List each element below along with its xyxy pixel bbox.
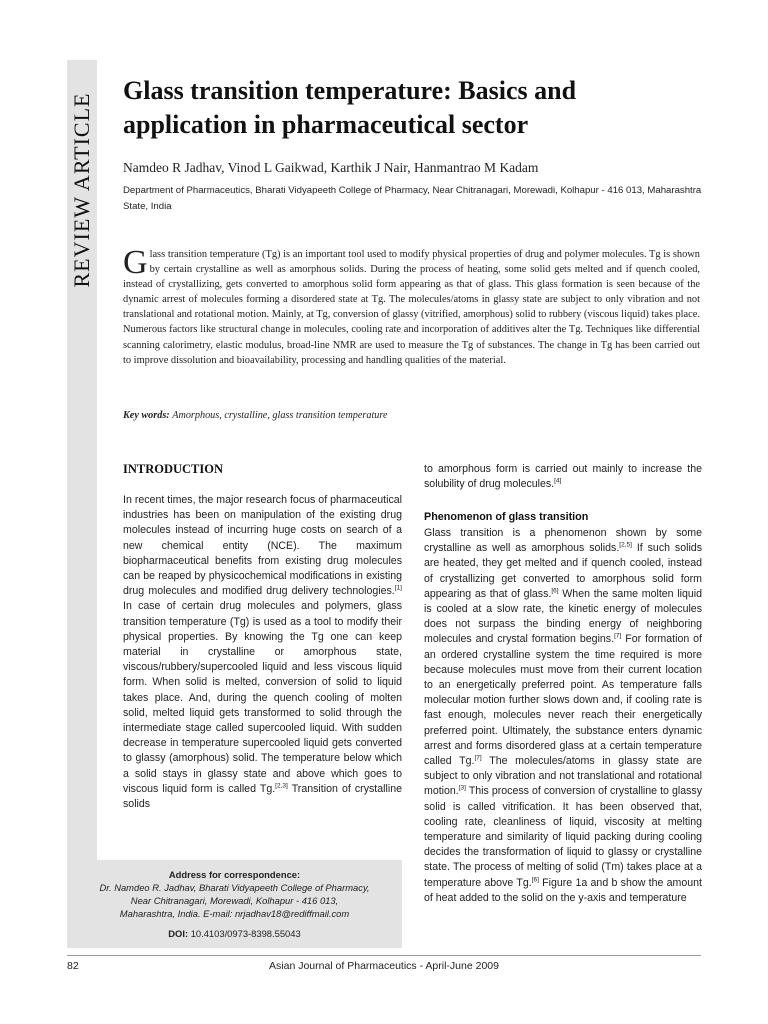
page-number: 82 [67, 960, 79, 972]
keywords-text: Amorphous, crystalline, glass transition temperature [172, 410, 388, 421]
citation-link[interactable]: [6] [531, 876, 539, 884]
doi-label: DOI: [168, 928, 189, 939]
citation-link[interactable]: [7] [614, 632, 622, 640]
phenomenon-part: If such solids are heated, they get melted and if quench cooled, instead of crystallizing get converted to amorphous solid form appearing as that of glass. [424, 542, 702, 600]
article-type-text: REVIEW ARTICLE [69, 92, 94, 288]
abstract [123, 244, 700, 368]
keywords [123, 410, 700, 421]
citation-link[interactable]: [3] [458, 784, 466, 792]
section-heading-phenomenon: Phenomenon of glass transition [424, 511, 589, 523]
phenomenon-part: The molecules/atoms in glassy state are subject to only vibration and not translational and rotational motion. [424, 755, 702, 798]
correspondence-heading: Address for correspondence: [168, 869, 301, 880]
section-heading-introduction: INTRODUCTION [123, 462, 224, 476]
article-title: Glass transition temperature: Basics and application in pharmaceutical sector [123, 76, 577, 139]
citation-link[interactable]: [2,5] [619, 541, 632, 549]
phenomenon-part: This process of conversion of crystalline to glassy solid is called vitrification. It has been observed that, cooling rate, cleanliness of liquid, viscosity at melting temperature and similarity of liquid packing during cooling decides the transformation of liquid to glassy or crystalline state. The process of melting of solid (Tm) takes place at a temperature above Tg. [424, 785, 702, 889]
journal-name: Asian Journal of Pharmaceutics - April-June 2009 [269, 960, 499, 972]
citation-link[interactable]: [4] [554, 477, 562, 485]
doi-line [67, 927, 402, 940]
citation-link[interactable]: [2,3] [275, 782, 288, 790]
abstract-dropcap: G [123, 244, 148, 281]
authors: Namdeo R Jadhav, Vinod L Gaikwad, Karthik J Nair, Hanmantrao M Kadam [123, 160, 539, 175]
phenomenon-part: Glass transition is a phenomenon shown by some crystalline as well as amorphous solids. [424, 527, 702, 555]
correspondence-address [67, 868, 402, 940]
doi-link[interactable]: 10.4103/0973-8398.55043 [190, 928, 301, 939]
keywords-label: Key words: [123, 410, 170, 421]
article-type-label [67, 60, 97, 320]
citation-link[interactable]: [7] [474, 754, 482, 762]
phenomenon-part: For formation of an ordered crystalline system the time required is more because molecules must move from their current location to an energetically preferred point. As temperature falls molecular motion further slows down and, if cooling rate is fast enough, molecules never reach their energetically preferred point. Ultimately, the substance enters dynamic arrest and forms disordered glass at a certain temperature called Tg. [424, 633, 702, 768]
abstract-text: lass transition temperature (Tg) is an important tool used to modify physical properties of drug and polymer molecules. Tg is shown by certain crystalline as well as amorphous solids. During the process of heating, some solid gets melted and if quench cooled, instead of crystallizing, gets converted to amorphous solid form appearing as that of glass. This glass formation is seen because of the dynamic arrest of molecules forming a disordered state at Tg. The molecules/atoms in glassy state are subject to only vibration and not translational and rotational motion. Mainly, at Tg, conversion of glassy (vitrified, amorphous) solid to rubbery (viscous liquid) takes place. Numerous factors like structural change in molecules, cooling rate and incorporation of additives alter the Tg. Techniques like differential scanning calorimetry, elastic modulus, broad-line NMR are used to measure the Tg of substances. The change in Tg has been carried out to improve dissolution and bioavailability, processing and handling qualities of the material. [123, 249, 700, 366]
citation-link[interactable]: [1] [394, 584, 402, 592]
phenomenon-part: Figure 1a and b show the amount of heat added to the solid on the y-axis and temperature [424, 876, 702, 904]
citation-link[interactable]: [6] [551, 587, 559, 595]
intro-part-3: Transition of crystalline solids [123, 782, 402, 811]
footer-divider [67, 955, 701, 956]
introduction-continued [424, 462, 702, 492]
intro-continued-text: to amorphous form is carried out mainly to increase the solubility of drug molecules. [424, 463, 702, 491]
correspondence-line: Near Chitranagari, Morewadi, Kolhapur - 416 013, [130, 895, 339, 906]
phenomenon-part: When the same molten liquid is cooled at a slow rate, the kinetic energy of molecules does not surpass the binding energy of neighboring molecules and crystal formation begins. [424, 587, 703, 646]
correspondence-email-line[interactable]: Maharashtra, India. E-mail: nrjadhav18@rediffmail.com [119, 908, 350, 919]
affiliation: Department of Pharmaceutics, Bharati Vidyapeeth College of Pharmacy, Near Chitranagari, Morewadi, Kolhapur - 416 013, Maharashtra State, India [123, 185, 702, 212]
phenomenon-text [424, 526, 702, 906]
correspondence-line: Dr. Namdeo R. Jadhav, Bharati Vidyapeeth College of Pharmacy, [99, 882, 370, 893]
intro-part-2: In case of certain drug molecules and polymers, glass transition temperature (Tg) is used as a tool to modify their physical properties. By knowing the Tg one can keep material in crystalline or amorphous state, viscous/rubbery/supercooled liquid and less viscous liquid form. When solid is melted, conversion of solid to liquid takes place. And, during the quench cooling of molten solid, melted liquid gets transformed to solid through the intermediate stage called supercooled liquid. With sudden decrease in temperature supercooled liquid gets converted to glassy (amorphous) solid. The temperature below which a solid stays in glassy state and above which goes to viscous liquid form is called Tg. [123, 600, 402, 795]
introduction-text [123, 493, 402, 812]
intro-part-1: In recent times, the major research focus of pharmaceutical industries has been on manipulation of the existing drug molecules instead of incurring huge costs on search of a new chemical entity (NCE). The maximum biopharmaceutical benefits from existing drug molecules can be reaped by physicochemical modifications in existing drug molecules and modified drug delivery technologies. [123, 494, 402, 598]
